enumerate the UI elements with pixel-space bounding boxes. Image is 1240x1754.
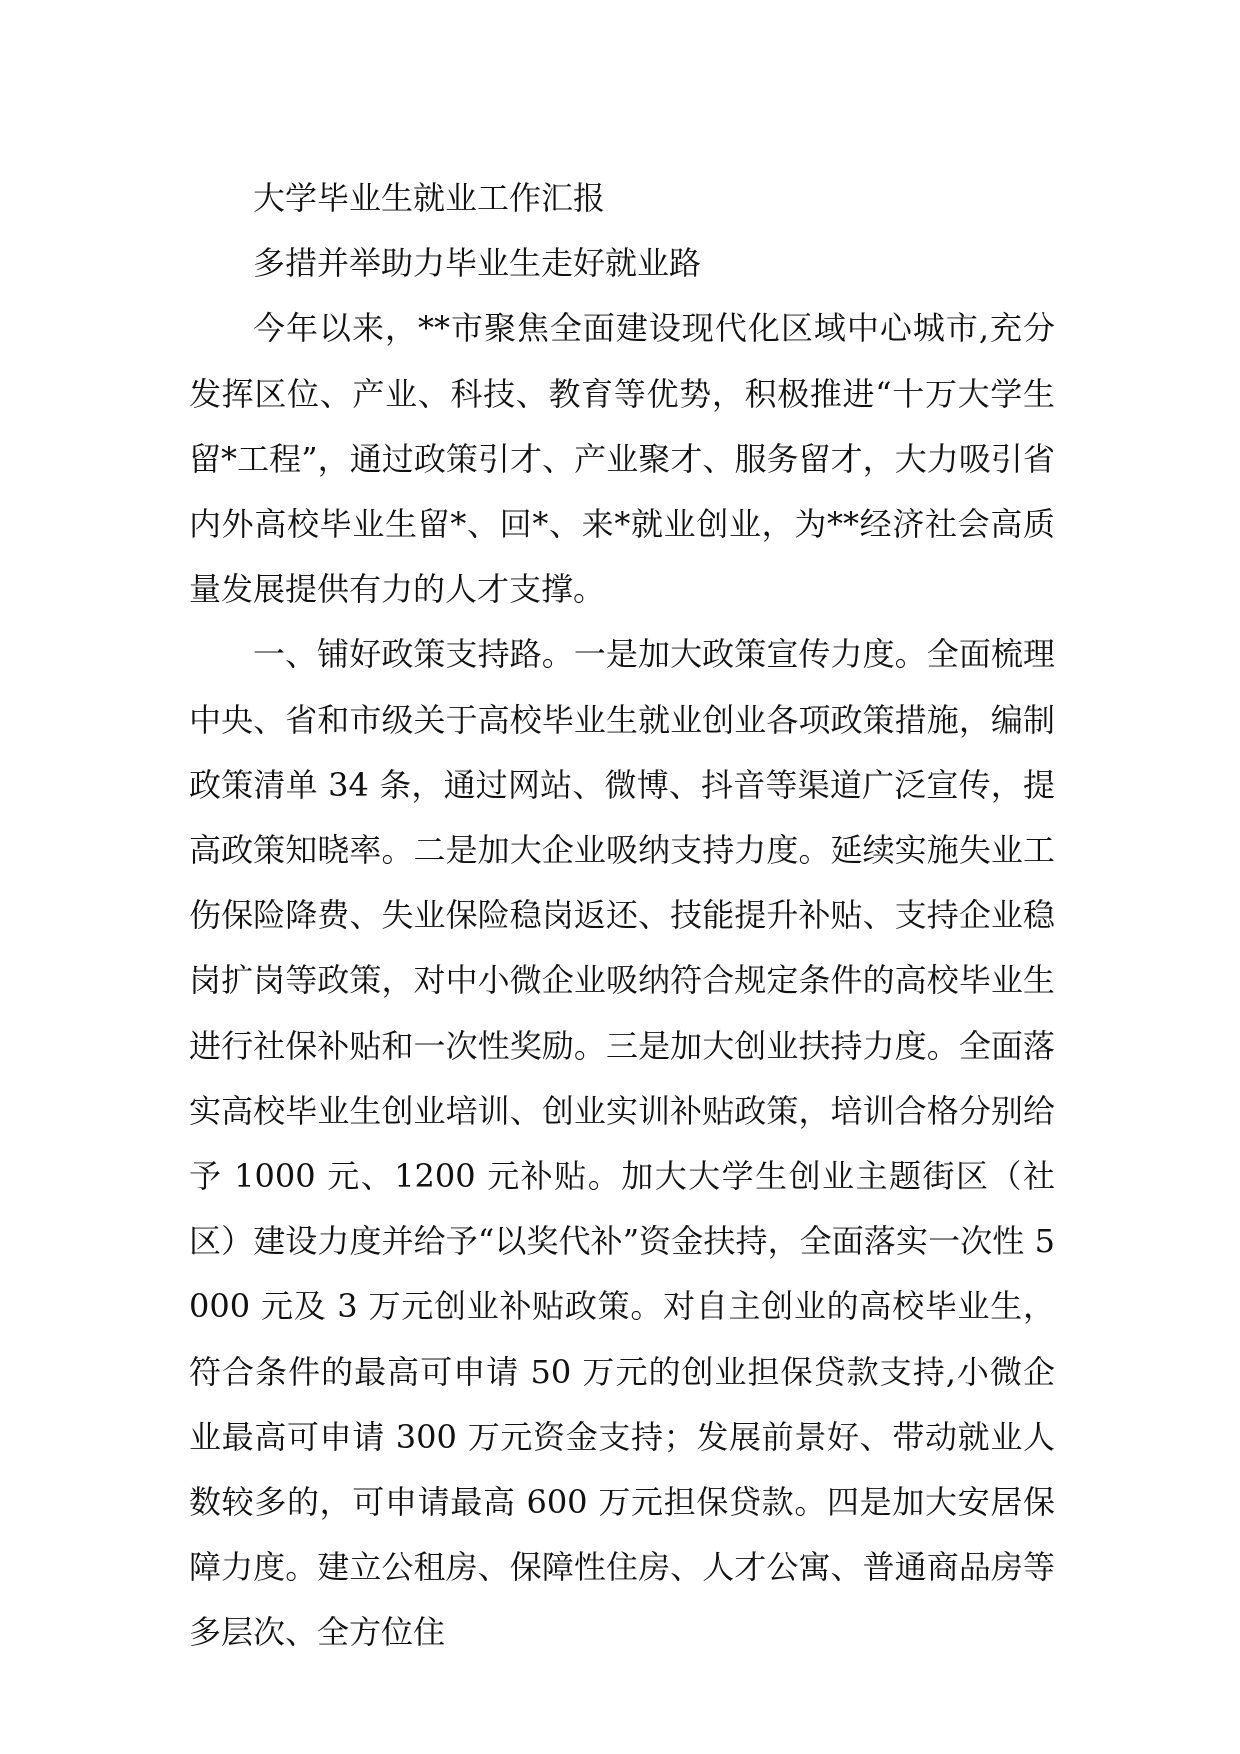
paragraph-intro: 今年以来，**市聚焦全面建设现代化区域中心城市,充分发挥区位、产业、科技、教育等优势，积极推进“十万大学生留*工程”，通过政策引才、产业聚才、服务留才，大力吸引省内外高校毕业生留*、回*、来*就业创业，为**经济社会高质量发展提供有力的人才支撑。: [189, 309, 1055, 609]
paragraph-policy-support: 一、铺好政策支持路。一是加大政策宣传力度。全面梳理中央、省和市级关于高校毕业生就业创业各项政策措施，编制政策清单 34 条，通过网站、微博、抖音等渠道广泛宣传，提高政策知晓率。二是加大企业吸纳支持力度。延续实施失业工伤保险降费、失业保险稳岗返还、技能提升补贴、支持企业稳岗扩岗等政策，对中小微企业吸纳符合规定条件的高校毕业生进行社保补贴和一次性奖励。三是加大创业扶持力度。全面落实高校毕业生创业培训、创业实训补贴政策，培训合格分别给予 1000 元、1200 元补贴。加大大学生创业主题街区（社区）建设力度并给予“以奖代补”资金扶持，全面落实一次性 5000 元及 3 万元创业补贴政策。对自主创业的高校毕业生，符合条件的最高可申请 50 万元的创业担保贷款支持,小微企业最高可申请 300 万元资金支持；发展前景好、带动就业人数较多的，可申请最高 600 万元担保贷款。四是加大安居保障力度。建立公租房、保障性住房、人才公寓、普通商品房等多层次、全方位住: [189, 635, 1055, 1652]
document-title: 大学毕业生就业工作汇报: [253, 179, 606, 217]
document-body: [189, 166, 1055, 1666]
document-subtitle: 多措并举助力毕业生走好就业路: [253, 244, 702, 283]
